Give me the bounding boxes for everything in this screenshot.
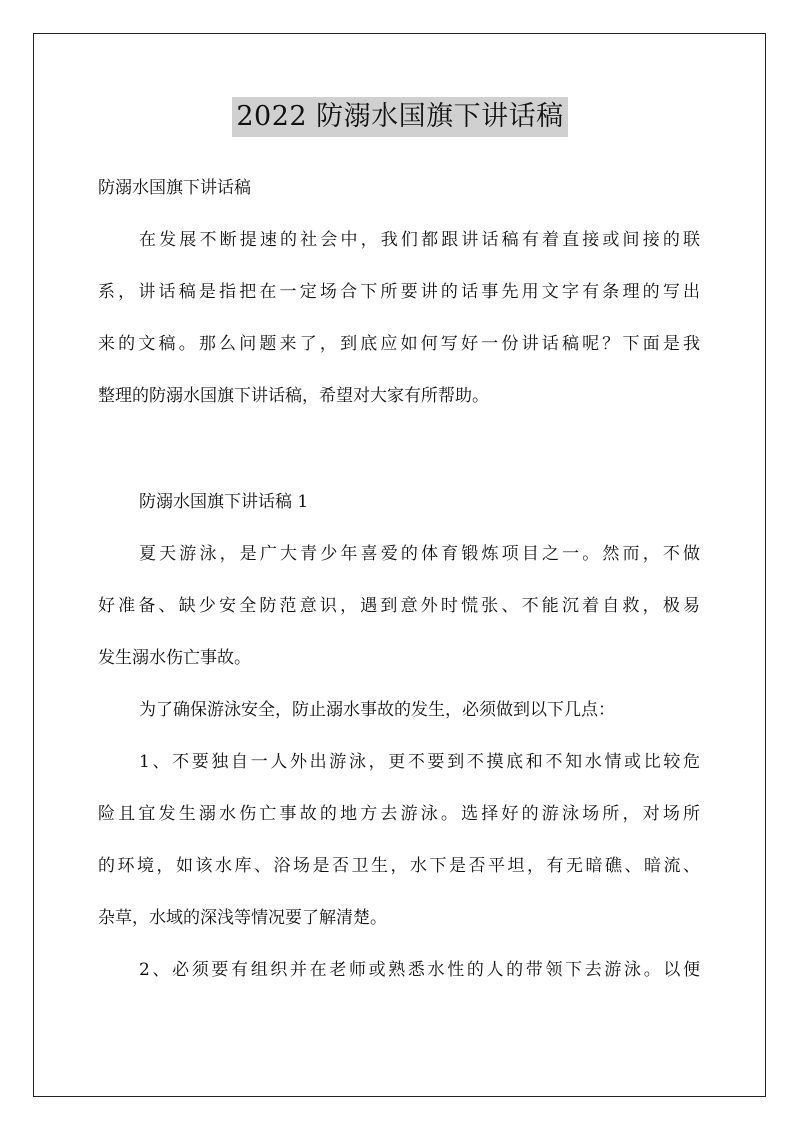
paragraph-line: 好准备、缺少安全防范意识，遇到意外时慌张、不能沉着自救，极易 <box>98 596 700 616</box>
paragraph-line: 夏天游泳，是广大青少年喜爱的体育锻炼项目之一。然而，不做 <box>139 544 700 564</box>
list-item-line: 险且宜发生溺水伤亡事故的地方去游泳。选择好的游泳场所，对场所 <box>98 804 700 824</box>
intro-line: 系，讲话稿是指把在一定场合下所要讲的话事先用文字有条理的写出 <box>98 282 700 302</box>
document-title: 2022 防溺水国旗下讲话稿 <box>232 97 567 137</box>
list-item-line: 1、不要独自一人外出游泳，更不要到不摸底和不知水情或比较危 <box>139 752 700 772</box>
intro-line: 整理的防溺水国旗下讲话稿，希望对大家有所帮助。 <box>98 386 489 406</box>
section-heading: 防溺水国旗下讲话稿 1 <box>139 492 309 512</box>
list-item-line: 杂草，水域的深浅等情况要了解清楚。 <box>98 908 387 928</box>
title-container <box>0 97 800 137</box>
intro-line: 来的文稿。那么问题来了，到底应如何写好一份讲话稿呢？下面是我 <box>98 334 700 354</box>
paragraph-line: 发生溺水伤亡事故。 <box>98 648 251 668</box>
list-item-line: 2、必须要有组织并在老师或熟悉水性的人的带领下去游泳。以便 <box>139 960 700 980</box>
list-item-line: 的环境，如该水库、浴场是否卫生，水下是否平坦，有无暗礁、暗流、 <box>98 856 700 876</box>
intro-line: 在发展不断提速的社会中，我们都跟讲话稿有着直接或间接的联 <box>139 230 700 250</box>
paragraph-line: 为了确保游泳安全，防止溺水事故的发生，必须做到以下几点： <box>139 700 615 720</box>
document-subtitle: 防溺水国旗下讲话稿 <box>98 178 251 198</box>
